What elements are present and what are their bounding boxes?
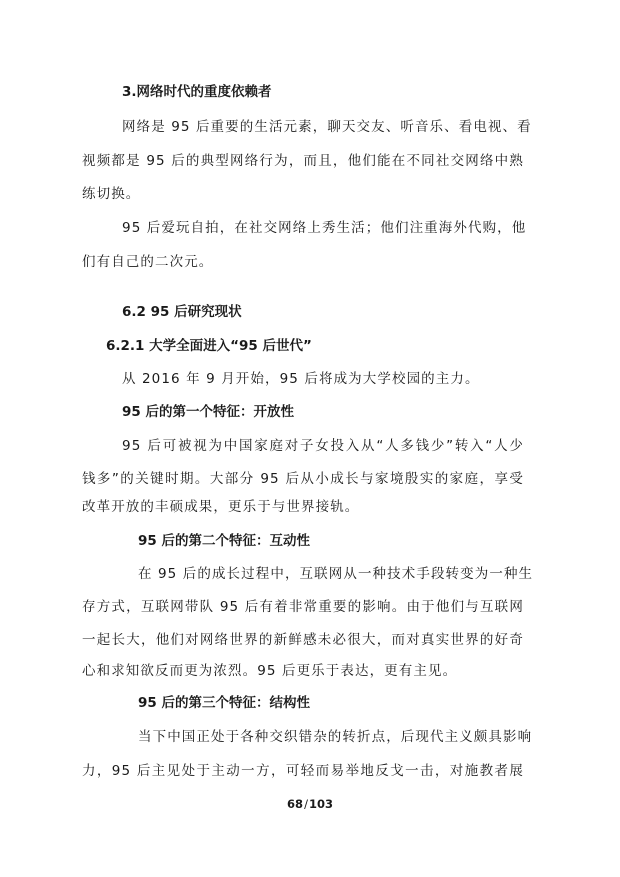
page-number [0, 797, 620, 811]
paragraph-line: 在 95 后的成长过程中，互联网从一种技术手段转变为一种生 [138, 566, 534, 582]
subsection-heading: 6.2.1 大学全面进入“95 后世代” [106, 338, 312, 354]
paragraph-line: 当下中国正处于各种交织错杂的转折点，后现代主义颇具影响 [138, 729, 533, 745]
paragraph-line: 95 后爱玩自拍，在社交网络上秀生活；他们注重海外代购，他 [122, 220, 527, 236]
total-pages-number: 103 [308, 797, 333, 811]
paragraph-line: 95 后可被视为中国家庭对子女投入从“人多钱少”转入“人少 [122, 438, 524, 454]
page-separator: / [304, 797, 308, 811]
paragraph-line: 心和求知欲反而更为浓烈。95 后更乐于表达，更有主见。 [82, 663, 458, 679]
section-heading: 6.2 95 后研究现状 [122, 304, 242, 320]
paragraph-line: 从 2016 年 9 月开始，95 后将成为大学校园的主力。 [122, 371, 480, 387]
feature-heading: 95 后的第三个特征：结构性 [138, 695, 310, 711]
feature-heading: 95 后的第一个特征：开放性 [122, 404, 294, 420]
section-heading: 3.网络时代的重度依赖者 [122, 84, 272, 100]
paragraph-line: 钱多”的关键时期。大部分 95 后从小成长与家境殷实的家庭，享受 [82, 471, 524, 487]
current-page-number: 68 [287, 797, 304, 811]
paragraph-line: 视频都是 95 后的典型网络行为，而且，他们能在不同社交网络中熟 [82, 153, 524, 169]
paragraph-line: 们有自己的二次元。 [82, 254, 214, 270]
paragraph-line: 练切换。 [82, 186, 141, 202]
paragraph-line: 网络是 95 后重要的生活元素，聊天交友、听音乐、看电视、看 [122, 119, 532, 135]
paragraph-line: 一起长大，他们对网络世界的新鲜感未必很大，而对真实世界的好奇 [82, 632, 524, 648]
paragraph-line: 存方式，互联网带队 95 后有着非常重要的影响。由于他们与互联网 [82, 599, 524, 615]
paragraph-line: 改革开放的丰硕成果，更乐于与世界接轨。 [82, 499, 360, 515]
feature-heading: 95 后的第二个特征：互动性 [138, 533, 310, 549]
paragraph-line: 力，95 后主见处于主动一方，可轻而易举地反戈一击，对施教者展 [82, 763, 524, 779]
